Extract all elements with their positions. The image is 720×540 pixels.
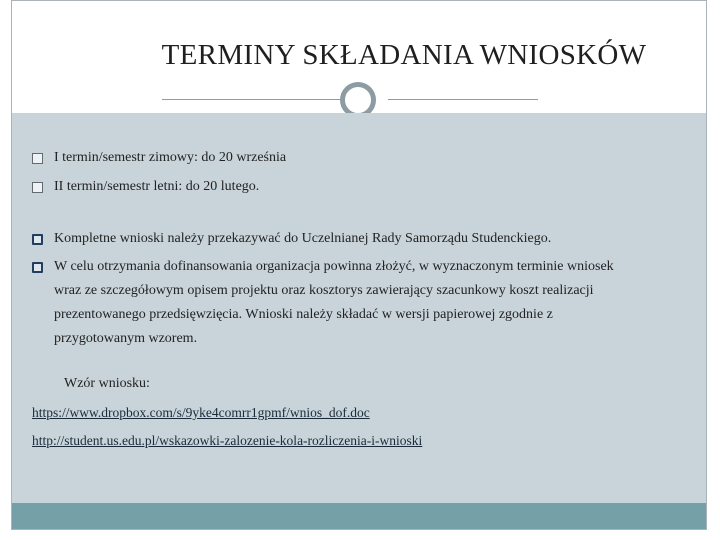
footer-bar: [12, 503, 706, 529]
bullet-continuation: wraz ze szczegółowym opisem projektu oraz kosztorys zawierający szacunkowy koszt realizacji prezentowanego przedsięwzięcia. Wnioski należy składać w wersji papierowej zgodnie z przygotowanym wzorem.: [54, 283, 594, 346]
list-item: I termin/semestr zimowy: do 20 września: [32, 150, 286, 166]
divider-left: [162, 99, 344, 100]
list-item: Kompletne wnioski należy przekazywać do Uczelnianej Rady Samorządu Studenckiego.: [32, 231, 551, 247]
divider-right: [388, 99, 538, 100]
list-item: W celu otrzymania dofinansowania organizacja powinna złożyć, w wyznaczonym terminie wniosek: [32, 259, 614, 275]
slide: [11, 0, 707, 530]
dropbox-link[interactable]: https://www.dropbox.com/s/9yke4comrr1gpmf/wnios_dof.doc: [32, 405, 370, 420]
slide-header: [12, 1, 706, 101]
list-item: II termin/semestr letni: do 20 lutego.: [32, 179, 259, 195]
checkbox-bullet-icon: [32, 153, 43, 164]
page-title: TERMINY SKŁADANIA WNIOSKÓW: [161, 39, 647, 71]
square-bullet-icon: [32, 262, 43, 273]
student-portal-link[interactable]: http://student.us.edu.pl/wskazowki-zalozenie-kola-rozliczenia-i-wnioski: [32, 433, 423, 448]
slide-content: [12, 113, 706, 503]
checkbox-bullet-icon: [32, 182, 43, 193]
form-label: Wzór wniosku:: [64, 376, 150, 391]
square-bullet-icon: [32, 234, 43, 245]
